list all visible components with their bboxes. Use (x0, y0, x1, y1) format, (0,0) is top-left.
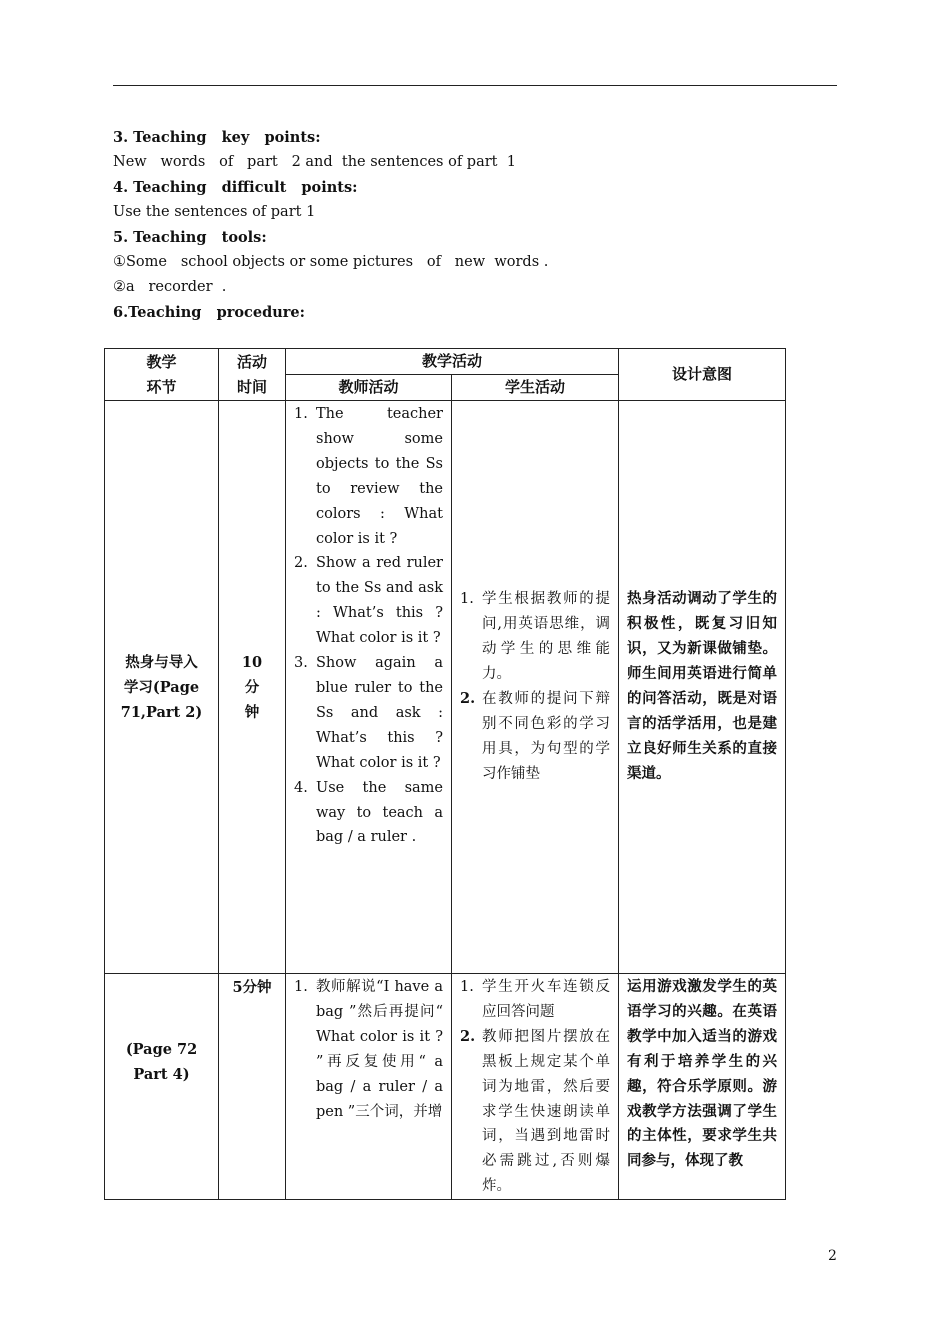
list-item: 1. 教师解说“I have a bag ”然后再提问“ What color is it ? ”再反复使用“ a bag / a ruler / a pen ”三个词，并增 (294, 979, 443, 1120)
stage-cell: (Page 72 Part 4) (105, 974, 219, 1200)
student-activity-cell (452, 974, 619, 1200)
list-item: 3. Show again a blue ruler to the Ss and ask : What’s this ? What color is it ? (294, 655, 443, 771)
list-item: 1. 学生根据教师的提问,用英语思维，调动学生的思维能力。 (460, 591, 611, 683)
list-item: 2. 在教师的提问下辩别不同色彩的学习用具，为句型的学习作铺垫 (460, 690, 611, 782)
time-cell: 10 分 钟 (219, 401, 286, 974)
purpose-cell: 热身活动调动了学生的积极性，既复习旧知识，又为新课做铺垫。师生间用英语进行简单的问答活动，既是对语言的活学活用，也是建立良好师生关系的直接渠道。 (619, 401, 786, 974)
header-activities: 教学活动 (286, 349, 619, 375)
key-points-heading: 3. Teaching key points: (113, 129, 321, 146)
page-number: 2 (828, 1248, 837, 1264)
difficult-points-heading: 4. Teaching difficult points: (113, 179, 358, 196)
header-time: 活动 时间 (219, 349, 286, 401)
table-row (105, 974, 786, 1200)
time-cell: 5分钟 (219, 974, 286, 1200)
stage-cell: 热身与导入 学习(Page 71,Part 2) (105, 401, 219, 974)
key-points-text: New words of part 2 and the sentences of part 1 (113, 154, 516, 170)
teacher-activity-cell (286, 974, 452, 1200)
purpose-cell: 运用游戏激发学生的英语学习的兴趣。在英语教学中加入适当的游戏有利于培养学生的兴趣，符合乐学原则。游戏教学方法强调了学生的主体性，要求学生共同参与，体现了教 (619, 974, 786, 1200)
difficult-points-text: Use the sentences of part 1 (113, 204, 316, 220)
teacher-activity-cell (286, 401, 452, 974)
tools-heading: 5. Teaching tools: (113, 229, 267, 246)
tools-item-2: ②a recorder . (113, 279, 227, 295)
header-purpose: 设计意图 (619, 349, 786, 401)
procedure-heading: 6.Teaching procedure: (113, 304, 305, 321)
student-activity-cell (452, 401, 619, 974)
header-teacher: 教师活动 (286, 375, 452, 401)
list-item: 1. 学生开火车连锁反应回答问题 (460, 979, 611, 1020)
list-item: 1. The teacher show some objects to the Ss to review the colors : What color is it ? (294, 406, 443, 547)
header-stage: 教学 环节 (105, 349, 219, 401)
header-student: 学生活动 (452, 375, 619, 401)
table-row (105, 401, 786, 974)
list-item: 2. Show a red ruler to the Ss and ask : What’s this ? What color is it ? (294, 555, 443, 647)
tools-item-1: ①Some school objects or some pictures of new words . (113, 254, 549, 270)
header-rule (113, 85, 837, 86)
procedure-table (104, 348, 786, 1200)
list-item: 4. Use the same way to teach a bag / a ruler . (294, 779, 443, 846)
list-item: 2. 教师把图片摆放在黑板上规定某个单词为地雷，然后要求学生快速朗读单词，当遇到地雷时必需跳过,否则爆炸。 (460, 1027, 611, 1195)
